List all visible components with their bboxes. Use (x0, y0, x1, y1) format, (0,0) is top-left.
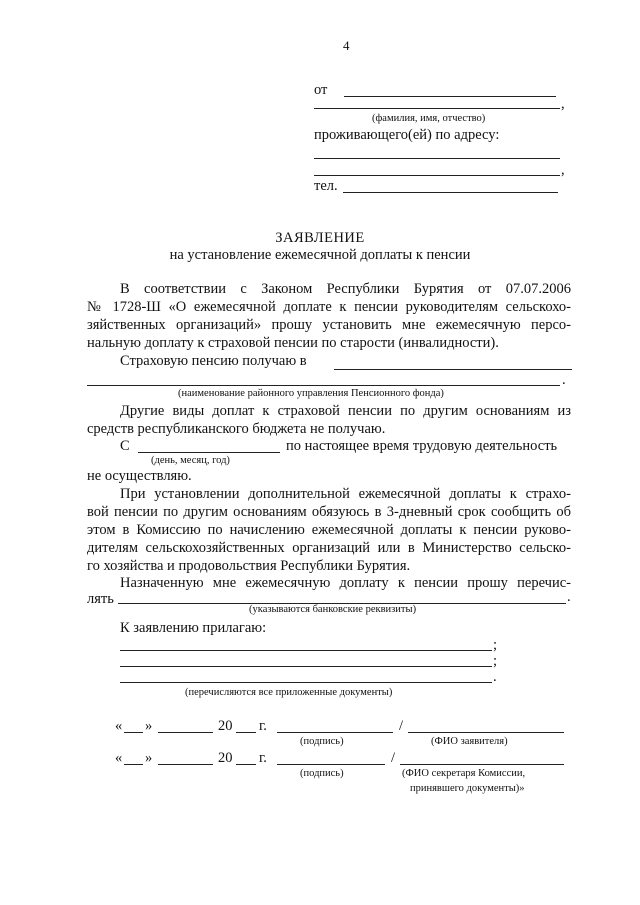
sig1-name-hint: (ФИО заявителя) (431, 736, 508, 747)
attach-line-1[interactable] (120, 650, 492, 651)
attach-dot: . (493, 669, 497, 685)
document-subtitle: на установление ежемесячной доплаты к пенсии (169, 247, 471, 263)
sig2-year-suffix: г. (259, 750, 267, 766)
other-payments-line-2: средств республиканского бюджета не получаю. (87, 421, 386, 437)
sig2-slash: / (391, 750, 396, 766)
other-payments-line-1: Другие виды доплат к страховой пенсии по другим основаниям из (120, 403, 571, 419)
sig2-year-line[interactable] (236, 764, 256, 765)
sig2-name-line[interactable] (400, 764, 564, 765)
sig2-day-line[interactable] (124, 764, 143, 765)
sig2-quote-close: » (145, 750, 153, 766)
sig2-name-hint-2: принявшего документы)» (410, 783, 525, 794)
obligation-line-2: вой пенсии по другим основаниям обязуюсь в 3-дневный срок сообщить об (87, 504, 571, 520)
attach-label: К заявлению прилагаю: (120, 620, 267, 636)
bank-hint: (указываются банковские реквизиты) (249, 604, 417, 615)
sig1-year-prefix: 20 (218, 718, 233, 734)
sig2-quote-open: « (115, 750, 123, 766)
name-comma: , (561, 96, 565, 112)
bank-dot: . (567, 589, 571, 605)
address-line-2[interactable] (314, 175, 560, 176)
from-line[interactable] (344, 96, 556, 97)
sig1-quote-close: » (145, 718, 153, 734)
name-hint: (фамилия, имя, отчество) (372, 113, 486, 124)
sig1-signature-line[interactable] (277, 732, 393, 733)
pension-office-dot: . (562, 372, 566, 388)
since-label: С (120, 438, 130, 454)
sig1-day-line[interactable] (124, 732, 143, 733)
attach-semicolon-2: ; (493, 653, 498, 669)
address-line-1[interactable] (314, 158, 560, 159)
sig1-month-line[interactable] (158, 732, 213, 733)
pension-office-line-1[interactable] (334, 369, 572, 370)
document-title: ЗАЯВЛЕНИЕ (275, 230, 365, 246)
sig1-year-suffix: г. (259, 718, 267, 734)
page-number: 4 (343, 38, 350, 53)
pension-office-line-2[interactable] (87, 385, 560, 386)
obligation-line-1: При установлении дополнительной ежемесячной доплаты к страхо- (120, 486, 571, 502)
sig2-name-hint: (ФИО секретаря Комиссии, (402, 768, 526, 779)
sig2-year-prefix: 20 (218, 750, 233, 766)
pension-office-hint: (наименование районного управления Пенсионного фонда) (178, 388, 444, 399)
obligation-line-5: го хозяйства и продовольствия Республики Бурятия. (87, 558, 411, 574)
attach-line-2[interactable] (120, 666, 492, 667)
transfer-cont: лять (87, 591, 114, 607)
sig2-sign-hint: (подпись) (300, 768, 344, 779)
obligation-line-4: дителям сельскохозяйственных организаций или в Министерство сельско- (87, 540, 571, 556)
sig2-signature-line[interactable] (277, 764, 385, 765)
attach-semicolon-1: ; (493, 637, 498, 653)
pension-from-label: Страховую пенсию получаю в (120, 353, 307, 369)
address-comma: , (561, 162, 565, 178)
phone-label: тел. (314, 178, 338, 194)
date-hint: (день, месяц, год) (151, 455, 230, 466)
sig1-sign-hint: (подпись) (300, 736, 344, 747)
since-date-line[interactable] (138, 452, 280, 453)
address-label: проживающего(ей) по адресу: (314, 127, 500, 143)
intro-line-3: зяйственных организаций» прошу установить мне ежемесячную персо- (87, 317, 571, 333)
sig1-quote-open: « (115, 718, 123, 734)
intro-line-4: нальную доплату к страховой пенсии по старости (инвалидности). (87, 335, 499, 351)
name-line[interactable] (314, 108, 560, 109)
from-label: от (314, 82, 328, 98)
transfer-line: Назначенную мне ежемесячную доплату к пенсии прошу перечис- (120, 575, 571, 591)
since-rest: по настоящее время трудовую деятельность (286, 438, 558, 454)
sig1-slash: / (399, 718, 404, 734)
attach-line-3[interactable] (120, 682, 492, 683)
intro-line-1: В соответствии с Законом Республики Бурятия от 07.07.2006 (120, 281, 571, 297)
intro-line-2: № 1728-Ш «О ежемесячной доплате к пенсии руководителям сельскохо- (87, 299, 571, 315)
sig2-month-line[interactable] (158, 764, 213, 765)
phone-line[interactable] (343, 192, 558, 193)
attach-hint: (перечисляются все приложенные документы) (185, 687, 393, 698)
not-working: не осуществляю. (87, 468, 192, 484)
sig1-name-line[interactable] (408, 732, 564, 733)
sig1-year-line[interactable] (236, 732, 256, 733)
obligation-line-3: этом в Комиссию по начислению ежемесячной доплаты к пенсии руково- (87, 522, 571, 538)
